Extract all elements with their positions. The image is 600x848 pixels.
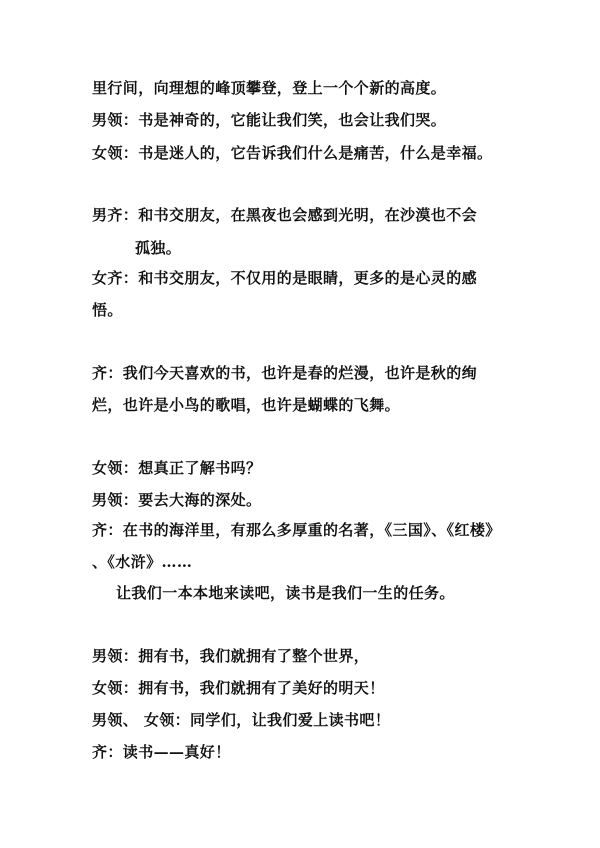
text-line-18: 齐：读书——真好！ [92, 743, 231, 761]
text-line-2: 男领：书是神奇的，它能让我们笑，也会让我们哭。 [92, 111, 447, 129]
text-line-16: 女领：拥有书，我们就拥有了美好的明天！ [92, 679, 385, 697]
text-line-11: 男领：要去大海的深处。 [92, 491, 262, 509]
text-line-5: 孤独。 [135, 239, 182, 257]
text-line-4: 男齐：和书交朋友，在黑夜也会感到光明，在沙漠也不会 [92, 206, 478, 224]
text-line-10: 女领：想真正了解书吗？ [92, 459, 262, 477]
text-line-6: 女齐：和书交朋友，不仅用的是眼睛，更多的是心灵的感 [92, 269, 478, 287]
text-line-12: 齐：在书的海洋里，有那么多厚重的名著，《三国》、《红楼》 [92, 521, 501, 539]
text-line-9: 烂，也许是小鸟的歌唱，也许是蝴蝶的飞舞。 [92, 396, 401, 414]
text-line-17: 男领、 女领：同学们，让我们爱上读书吧！ [92, 711, 391, 729]
text-line-8: 齐：我们今天喜欢的书，也许是春的烂漫，也许是秋的绚 [92, 364, 478, 382]
text-line-15: 男领：拥有书，我们就拥有了整个世界， [92, 647, 370, 665]
text-line-3: 女领：书是迷人的，它告诉我们什么是痛苦，什么是幸福。 [92, 144, 493, 162]
text-line-1: 里行间，向理想的峰顶攀登，登上一个个新的高度。 [92, 79, 447, 97]
text-line-7: 悟。 [92, 301, 123, 319]
text-line-14: 让我们一本本地来读吧，读书是我们一生的任务。 [116, 584, 455, 602]
text-line-13: 、《水浒》…… [92, 553, 193, 571]
